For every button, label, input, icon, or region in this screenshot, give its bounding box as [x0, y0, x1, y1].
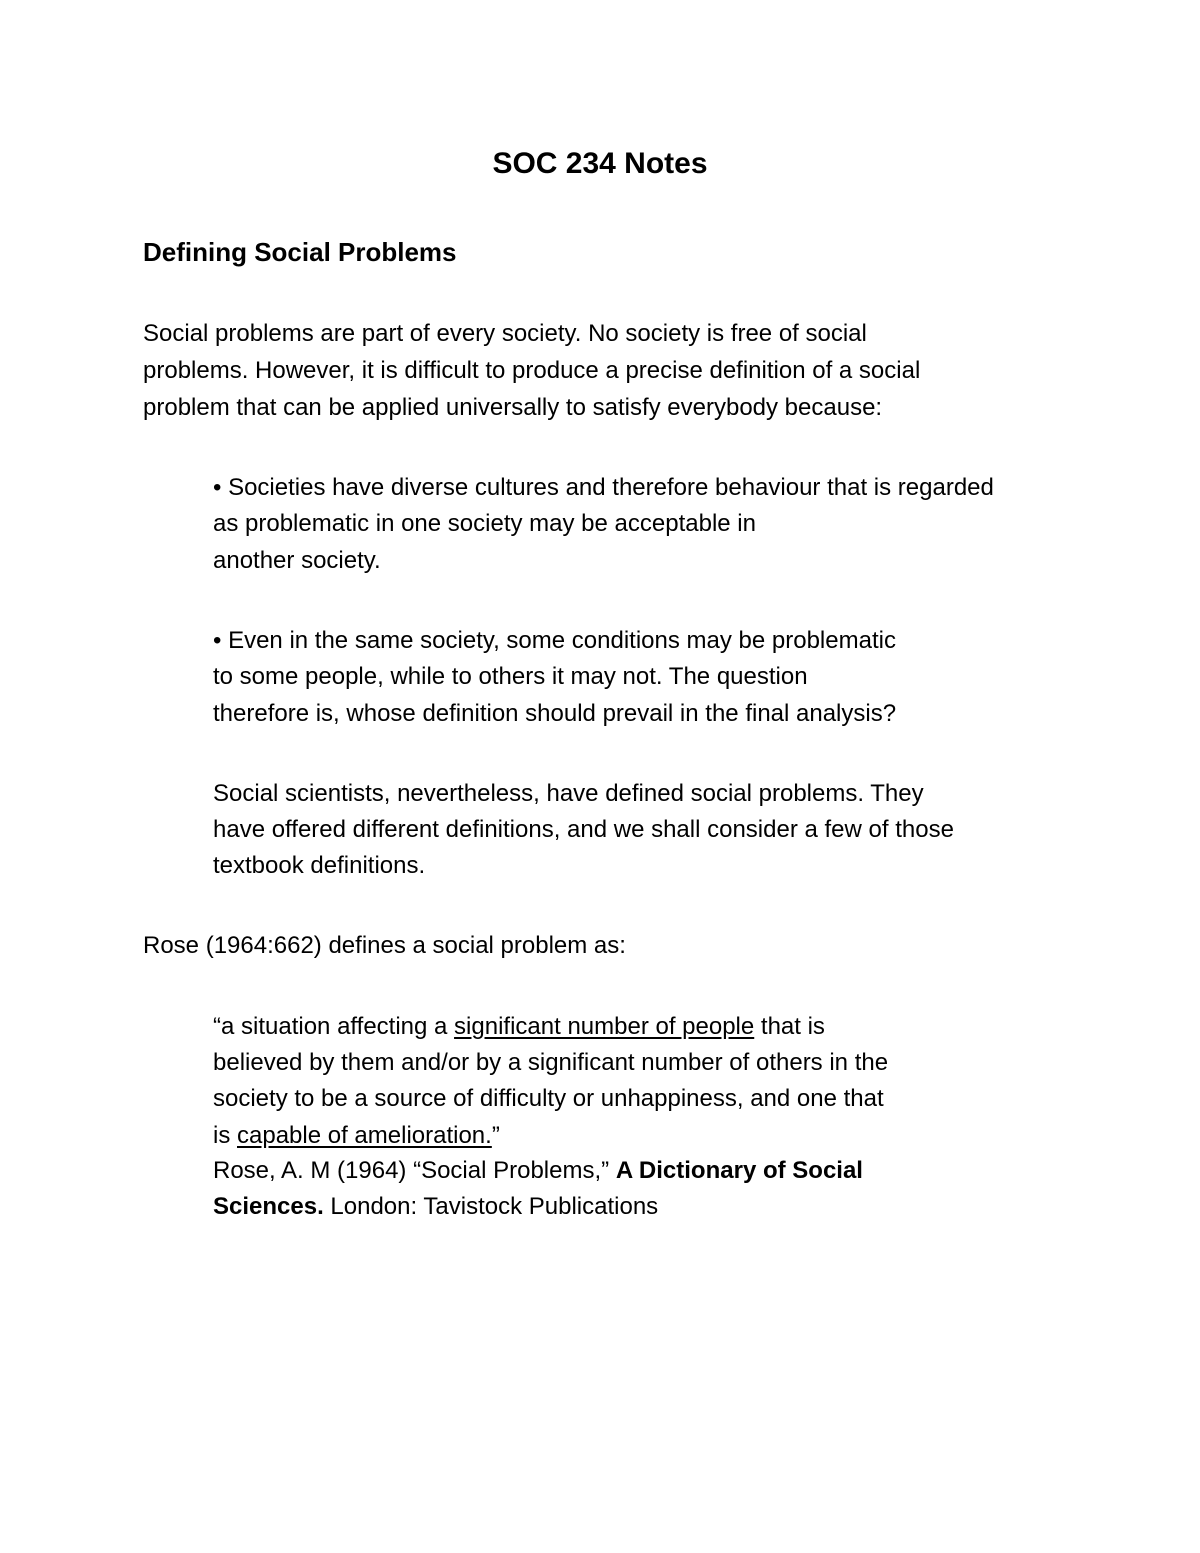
quote-line-1-pre: “a situation affecting a: [213, 1013, 455, 1040]
scientists-line-1: Social scientists, nevertheless, have defined social problems. They: [213, 780, 924, 807]
scientists-line-2: have offered different definitions, and we shall consider a few of those: [213, 816, 954, 843]
bullet-2-line-1: • Even in the same society, some conditions may be problematic: [213, 627, 896, 654]
section-heading: Defining Social Problems: [143, 237, 457, 267]
citation-line-2-post: London: Tavistock Publications: [323, 1193, 659, 1220]
quote-underline-amelioration: capable of amelioration.: [237, 1122, 492, 1149]
quote-line-2: believed by them and/or by a significant number of others in the: [213, 1049, 889, 1076]
intro-line-2: problems. However, it is difficult to produce a precise definition of a social: [143, 357, 921, 384]
citation-line-1: [213, 1156, 863, 1186]
citation-book-title-part-1: A Dictionary of Social: [615, 1157, 863, 1184]
bullet-2-line-2: to some people, while to others it may not. The question: [213, 663, 808, 690]
quote-line-4: [213, 1121, 500, 1151]
bullet-1-line-2: as problematic in one society may be acceptable in: [213, 510, 756, 537]
citation-line-1-pre: Rose, A. M (1964) “Social Problems,”: [213, 1157, 616, 1184]
rose-intro: Rose (1964:662) defines a social problem as:: [143, 932, 626, 959]
quote-line-1: [213, 1012, 825, 1042]
intro-line-3: problem that can be applied universally to satisfy everybody because:: [143, 394, 883, 421]
quote-line-3: society to be a source of difficulty or unhappiness, and one that: [213, 1085, 884, 1112]
citation-line-2: [213, 1192, 658, 1222]
quote-line-4-post: ”: [491, 1122, 500, 1149]
page-title: SOC 234 Notes: [492, 147, 708, 180]
bullet-1-line-1: • Societies have diverse cultures and therefore behaviour that is regarded: [213, 474, 994, 501]
quote-underline-significant: significant number of people: [454, 1013, 755, 1040]
citation-book-title-part-2: Sciences.: [213, 1193, 324, 1220]
bullet-2-line-3: therefore is, whose definition should prevail in the final analysis?: [213, 700, 897, 727]
intro-line-1: Social problems are part of every society. No society is free of social: [143, 320, 867, 347]
scientists-line-3: textbook definitions.: [213, 852, 426, 879]
bullet-1-line-3: another society.: [213, 547, 381, 574]
quote-line-4-pre: is: [213, 1122, 237, 1149]
quote-line-1-post: that is: [754, 1013, 825, 1040]
